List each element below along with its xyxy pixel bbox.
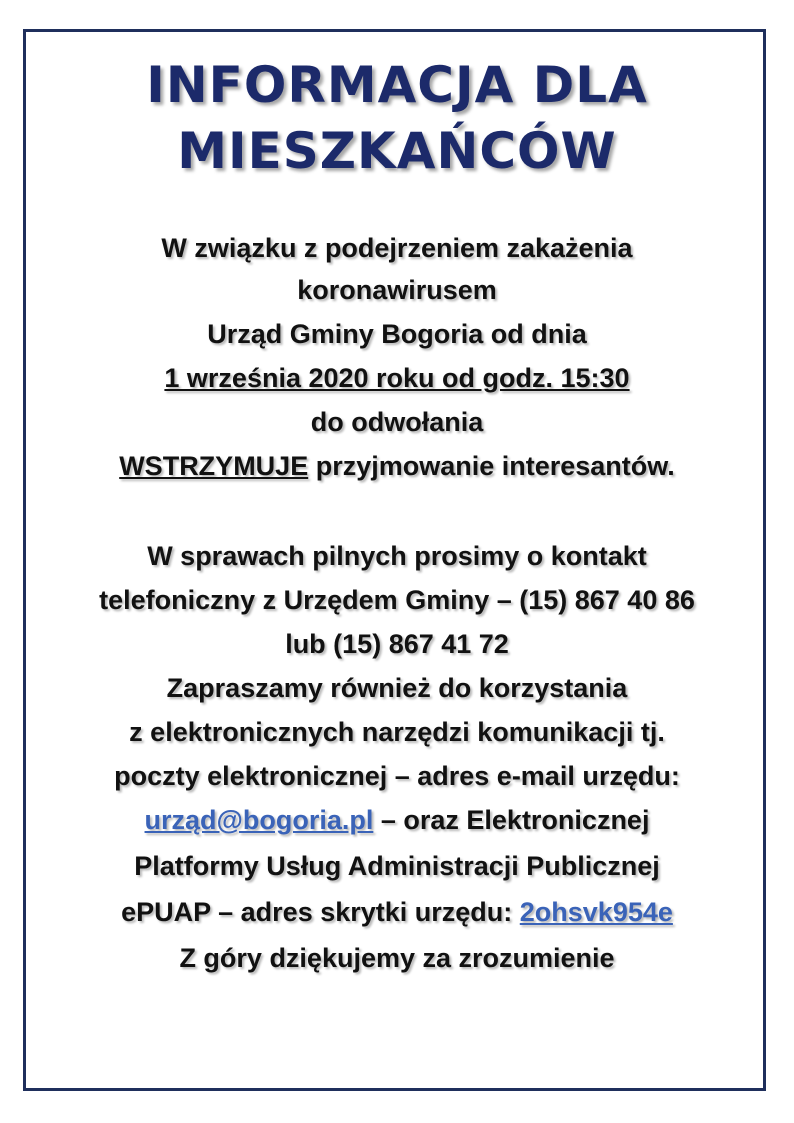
epuap-box-link[interactable]: 2ohsvk954e xyxy=(519,897,673,927)
notice-line-5: do odwołania xyxy=(310,407,484,437)
notice-line-2: koronawirusem xyxy=(297,275,497,305)
contact-line-9 xyxy=(0,892,794,932)
contact-line-4: Zapraszamy również do korzystania xyxy=(166,673,628,703)
suspension-emphasis: WSTRZYMUJE xyxy=(119,451,309,481)
contact-line-5: z elektronicznych narzędzi komunikacji tj. xyxy=(129,717,665,747)
notice-line-1: W związku z podejrzeniem zakażenia xyxy=(161,233,633,263)
notice-line-6 xyxy=(0,446,794,486)
contact-line-1: W sprawach pilnych prosimy o kontakt xyxy=(147,541,647,571)
email-link[interactable]: urząd@bogoria.pl xyxy=(144,805,374,835)
notice-line-3: Urząd Gminy Bogoria od dnia xyxy=(207,319,587,349)
contact-line-7-rest: – oraz Elektronicznej xyxy=(373,805,650,835)
title-line-1: INFORMACJA DLA xyxy=(146,56,648,114)
contact-line-8: Platformy Usług Administracji Publicznej xyxy=(134,851,660,881)
contact-line-6: poczty elektronicznej – adres e-mail urzędu: xyxy=(114,761,680,791)
title-line-2: MIESZKAŃCÓW xyxy=(177,122,617,180)
contact-line-2: telefoniczny z Urzędem Gminy – (15) 867 40 86 xyxy=(99,585,695,615)
notice-line-6-rest: przyjmowanie interesantów. xyxy=(308,451,675,481)
contact-line-9-start: ePUAP – adres skrytki urzędu: xyxy=(121,897,520,927)
contact-line-10: Z góry dziękujemy za zrozumienie xyxy=(179,943,615,973)
contact-line-3: lub (15) 867 41 72 xyxy=(285,629,509,659)
closure-date: 1 września 2020 roku od godz. 15:30 xyxy=(164,363,630,393)
contact-line-7 xyxy=(0,800,794,840)
notice-line-4 xyxy=(0,358,794,398)
